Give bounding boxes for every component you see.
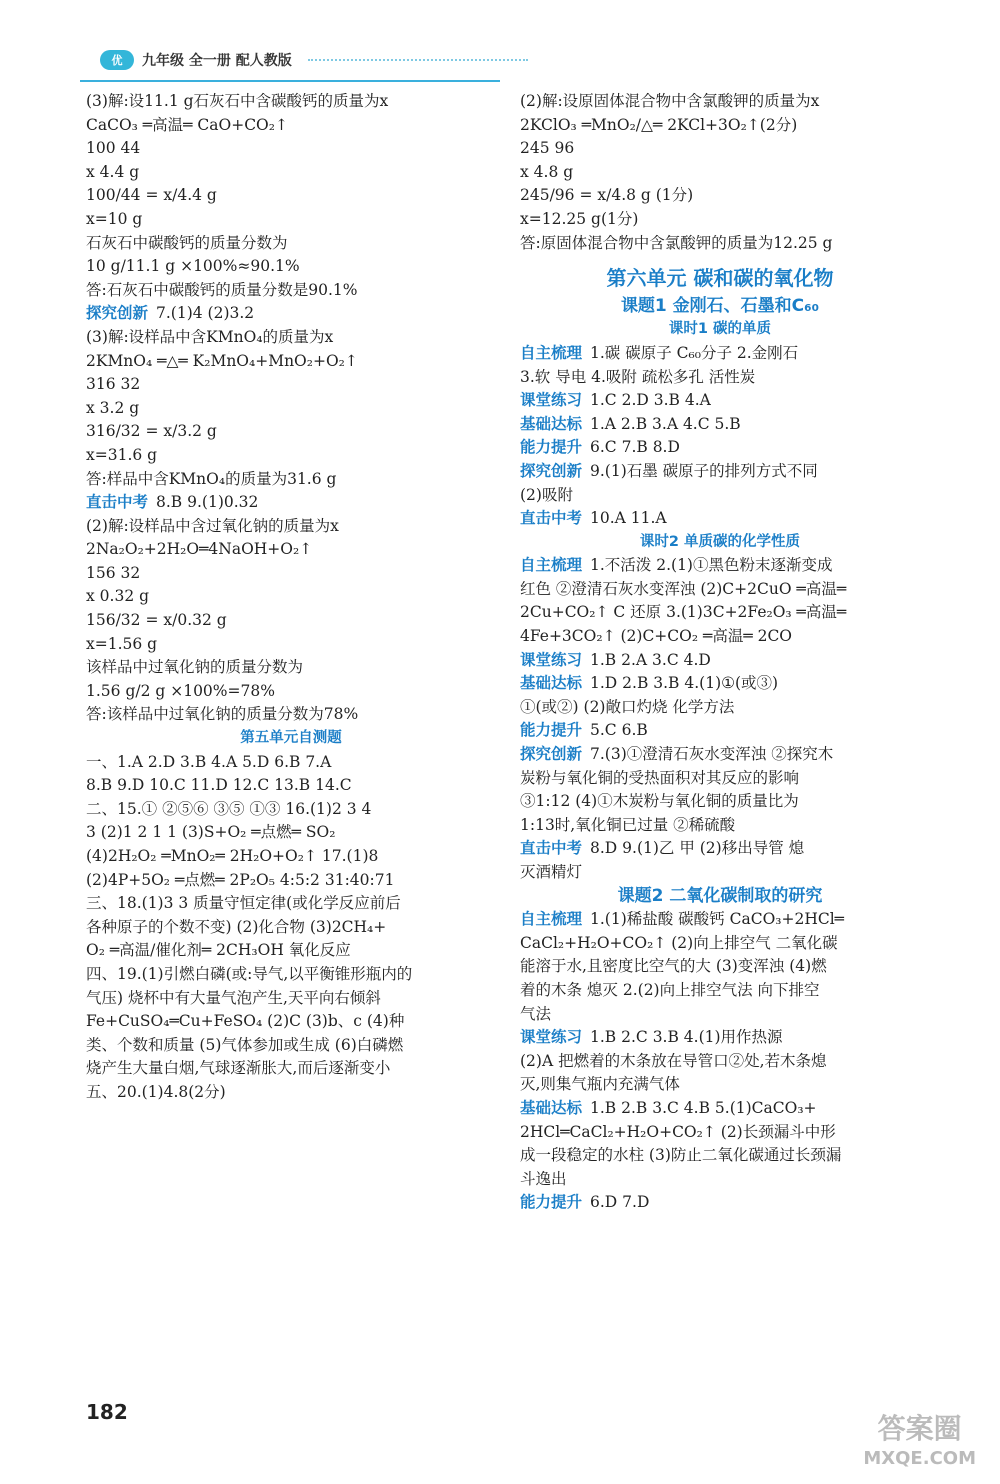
section-label: 课堂练习: [520, 1028, 583, 1047]
answer-text: (2)A 把燃着的木条放在导管口②处,若木条熄: [520, 1051, 827, 1070]
answer-line: [86, 397, 496, 421]
answer-text: 石灰石中碳酸钙的质量分数为: [86, 233, 288, 252]
section-label: 自主梳理: [520, 343, 583, 362]
answer-line: [86, 633, 496, 657]
answer-text: CaCl₂+H₂O+CO₂↑ (2)向上排空气 二氧化碳: [520, 933, 838, 952]
answer-line: [86, 350, 496, 374]
answer-line: [520, 1026, 920, 1050]
answer-text: 1.B 2.B 3.C 4.B 5.(1)CaCO₃+: [590, 1098, 817, 1117]
section-heading: 课时2 单质碳的化学性质: [639, 533, 801, 550]
section-label: 能力提升: [520, 438, 583, 457]
watermark-text: 答案圈: [877, 1412, 962, 1445]
answer-text: 炭粉与氧化铜的受热面积对其反应的影响: [520, 768, 800, 787]
section-heading: 第五单元自测题: [240, 730, 342, 747]
answer-line: [520, 696, 920, 720]
answer-text: 1.D 2.B 3.B 4.(1)①(或③): [590, 674, 779, 693]
answer-text: 1.C 2.D 3.B 4.A: [590, 391, 711, 410]
answer-text: 245 96: [520, 139, 575, 158]
answer-text: 100/44 = x/4.4 g: [86, 186, 217, 205]
answer-line: [520, 90, 920, 114]
answer-line: [86, 656, 496, 680]
section-label: 直击中考: [86, 493, 149, 512]
right-column: [520, 90, 920, 1215]
answer-line: [86, 869, 496, 893]
answer-text: 气法: [520, 1004, 552, 1023]
section-label: 自主梳理: [520, 910, 583, 929]
answer-text: 一、1.A 2.D 3.B 4.A 5.D 6.B 7.A: [86, 752, 332, 771]
answer-text: 2Cu+CO₂↑ C 还原 3.(1)3C+2Fe₂O₃ ═高温═: [520, 603, 847, 622]
answer-text: 红色 ②澄清石灰水变浑浊 (2)C+2CuO ═高温═: [520, 579, 847, 598]
answer-line: [86, 326, 496, 350]
answer-line: [86, 680, 496, 704]
answer-text: (3)解:设11.1 g石灰石中含碳酸钙的质量为x: [86, 92, 389, 110]
answer-text: 1.B 2.C 3.B 4.(1)用作热源: [590, 1028, 783, 1047]
answer-line: [520, 932, 920, 956]
answer-text: x=12.25 g(1分): [520, 209, 639, 228]
answer-line: [520, 342, 920, 366]
answer-line: [86, 703, 496, 727]
section-label: 探究创新: [520, 461, 583, 480]
answer-line: [86, 892, 496, 916]
answer-line: [86, 491, 496, 515]
answer-text: 6.D 7.D: [590, 1193, 650, 1212]
answer-text: x 4.4 g: [86, 162, 140, 181]
answer-line: [86, 562, 496, 586]
answer-line: [520, 979, 920, 1003]
answer-line: [520, 649, 920, 673]
section-label: 探究创新: [520, 745, 583, 764]
topic-heading: 课题2 二氧化碳制取的研究: [617, 885, 823, 906]
section-label: 能力提升: [520, 721, 583, 740]
answer-line: [520, 625, 920, 649]
answer-text: 7.(1)4 (2)3.2: [156, 304, 255, 323]
answer-line: [86, 609, 496, 633]
answer-line: [520, 908, 920, 932]
answer-text: 9.(1)石墨 碳原子的排列方式不同: [590, 461, 818, 480]
answer-text: (2)吸附: [520, 485, 573, 504]
answer-line: [520, 601, 920, 625]
answer-text: 7.(3)①澄清石灰水变浑浊 ②探究木: [590, 745, 834, 764]
answer-text: 答:石灰石中碳酸钙的质量分数是90.1%: [86, 280, 358, 299]
book-logo: 优: [100, 50, 134, 70]
section-label: 探究创新: [86, 304, 149, 323]
answer-line: [520, 484, 920, 508]
answer-line: [86, 208, 496, 232]
answer-text: 能溶于水,且密度比空气的大 (3)变浑浊 (4)燃: [520, 957, 827, 976]
answer-line: [86, 444, 496, 468]
answer-text: 316 32: [86, 375, 141, 394]
answer-line: [520, 1050, 920, 1074]
answer-line: [520, 413, 920, 437]
answer-line: [520, 161, 920, 185]
answer-text: 8.B 9.D 10.C 11.D 12.C 13.B 14.C: [86, 776, 352, 795]
answer-line: [86, 161, 496, 185]
section-label: 自主梳理: [520, 556, 583, 575]
answer-text: 答:样品中含KMnO₄的质量为31.6 g: [86, 469, 337, 488]
answer-line: [86, 279, 496, 303]
answer-text: ③1:12 (4)①木炭粉与氧化铜的质量比为: [520, 792, 799, 811]
answer-text: (2)解:设样品中含过氧化钠的质量为x: [86, 516, 339, 535]
answer-text: 2HCl═CaCl₂+H₂O+CO₂↑ (2)长颈漏斗中形: [520, 1122, 836, 1141]
section-label: 直击中考: [520, 839, 583, 858]
answer-text: (4)2H₂O₂ ═MnO₂═ 2H₂O+O₂↑ 17.(1)8: [86, 847, 379, 865]
answer-text: (2)4P+5O₂ ═点燃═ 2P₂O₅ 4:5:2 31:40:71: [86, 870, 395, 889]
answer-line: [86, 798, 496, 822]
answer-line: [520, 672, 920, 696]
section-label: 课堂练习: [520, 391, 583, 410]
answer-text: 答:原固体混合物中含氯酸钾的质量为12.25 g: [520, 233, 833, 252]
answer-line: [520, 1097, 920, 1121]
answer-line: [520, 837, 920, 861]
answer-text: 5.C 6.B: [590, 721, 648, 740]
answer-line: [520, 389, 920, 413]
answer-line: [520, 767, 920, 791]
answer-text: 2KMnO₄ ═△═ K₂MnO₄+MnO₂+O₂↑: [86, 351, 358, 370]
answer-line: [86, 916, 496, 940]
answer-text: 五、20.(1)4.8(2分): [86, 1082, 226, 1101]
answer-text: 灭酒精灯: [520, 863, 583, 881]
answer-line: [520, 507, 920, 531]
unit-heading: 第六单元 碳和碳的氧化物: [606, 266, 834, 291]
answer-text: 6.C 7.B 8.D: [590, 438, 680, 457]
answer-text: 1:13时,氧化铜已过量 ②稀硫酸: [520, 815, 736, 834]
answer-line: [520, 1073, 920, 1097]
answer-text: 各种原子的个数不变) (2)化合物 (3)2CH₄+: [86, 917, 387, 936]
answer-line: [86, 1010, 496, 1034]
answer-line: [520, 861, 920, 885]
answer-line: [520, 460, 920, 484]
answer-line: [86, 821, 496, 845]
answer-line: [86, 515, 496, 539]
answer-text: 类、个数和质量 (5)气体参加或生成 (6)白磷燃: [86, 1035, 404, 1054]
page-number: 182: [86, 1400, 128, 1424]
answer-line: [520, 1191, 920, 1215]
answer-text: 8.D 9.(1)乙 甲 (2)移出导管 熄: [590, 839, 805, 858]
answer-text: x 0.32 g: [86, 587, 150, 606]
answer-line: [520, 578, 920, 602]
section-label: 基础达标: [520, 1098, 583, 1117]
answer-line: [520, 137, 920, 161]
answer-line: [520, 719, 920, 743]
answer-text: x=31.6 g: [86, 445, 158, 464]
answer-text: 斗逸出: [520, 1169, 567, 1188]
answer-text: 1.56 g/2 g ×100%=78%: [86, 681, 275, 700]
answer-text: 三、18.(1)3 3 质量守恒定律(或化学反应前后: [86, 894, 401, 913]
answer-line: [520, 743, 920, 767]
answer-line: [520, 790, 920, 814]
section-heading: 课时1 碳的单质: [668, 321, 772, 338]
answer-text: 3.软 导电 4.吸附 疏松多孔 活性炭: [520, 367, 756, 386]
answer-line: [86, 963, 496, 987]
answer-line: [520, 1144, 920, 1168]
answer-text: x=10 g: [86, 209, 143, 228]
answer-line: [520, 1168, 920, 1192]
answer-text: Fe+CuSO₄═Cu+FeSO₄ (2)C (3)b、c (4)种: [86, 1012, 405, 1031]
answer-text: 该样品中过氧化钠的质量分数为: [86, 658, 304, 677]
answer-line: [86, 774, 496, 798]
answer-text: 气压) 烧杯中有大量气泡产生,天平向右倾斜: [86, 988, 381, 1007]
answer-text: 316/32 = x/3.2 g: [86, 422, 217, 441]
answer-line: [520, 436, 920, 460]
answer-line: [520, 554, 920, 578]
left-column: [86, 90, 496, 1105]
answer-line: [520, 184, 920, 208]
answer-text: 烧产生大量白烟,气球逐渐胀大,而后逐渐变小: [86, 1059, 391, 1078]
answer-line: [86, 468, 496, 492]
answer-line: [520, 955, 920, 979]
answer-text: x 3.2 g: [86, 398, 140, 417]
answer-text: 2KClO₃ ═MnO₂/△═ 2KCl+3O₂↑(2分): [520, 115, 798, 134]
answer-line: [520, 1121, 920, 1145]
answer-text: 10 g/11.1 g ×100%≈90.1%: [86, 257, 300, 276]
section-label: 能力提升: [520, 1193, 583, 1212]
answer-line: [86, 90, 496, 114]
answer-text: 1.碳 碳原子 C₆₀分子 2.金刚石: [590, 343, 799, 362]
answer-line: [86, 1081, 496, 1105]
answer-line: [86, 373, 496, 397]
answer-text: 四、19.(1)引燃白磷(或:导气,以平衡锥形瓶内的: [86, 964, 413, 983]
answer-text: 着的木条 熄灭 2.(2)向上排空气法 向下排空: [520, 980, 820, 999]
section-label: 直击中考: [520, 509, 583, 528]
answer-text: 2Na₂O₂+2H₂O═4NaOH+O₂↑: [86, 540, 313, 559]
answer-text: ①(或②) (2)敞口灼烧 化学方法: [520, 697, 735, 716]
answer-line: [86, 939, 496, 963]
answer-text: 二、15.① ②⑤⑥ ③⑤ ①③ 16.(1)2 3 4: [86, 799, 372, 818]
answer-line: [86, 1057, 496, 1081]
answer-text: 8.B 9.(1)0.32: [156, 493, 259, 512]
answer-text: 1.B 2.A 3.C 4.D: [590, 650, 711, 669]
answer-text: 4Fe+3CO₂↑ (2)C+CO₂ ═高温═ 2CO: [520, 627, 793, 646]
answer-line: [520, 1003, 920, 1027]
answer-line: [86, 420, 496, 444]
section-label: 课堂练习: [520, 650, 583, 669]
answer-text: 245/96 = x/4.8 g (1分): [520, 186, 694, 205]
answer-line: [86, 137, 496, 161]
answer-line: [86, 184, 496, 208]
answer-line: [86, 255, 496, 279]
answer-line: [86, 302, 496, 326]
answer-line: [520, 114, 920, 138]
answer-text: 灭,则集气瓶内充满气体: [520, 1075, 680, 1094]
watermark-logo: [863, 1414, 976, 1474]
answer-text: 3 (2)1 2 1 1 (3)S+O₂ ═点燃═ SO₂: [86, 823, 336, 842]
answer-line: [520, 232, 920, 256]
answer-text: (3)解:设样品中含KMnO₄的质量为x: [86, 327, 334, 346]
section-label: 基础达标: [520, 674, 583, 693]
answer-text: 1.(1)稀盐酸 碳酸钙 CaCO₃+2HCl═: [590, 910, 845, 929]
answer-text: x 4.8 g: [520, 162, 574, 181]
answer-line: [86, 538, 496, 562]
watermark-domain: MXQE.COM: [863, 1448, 976, 1469]
answer-text: CaCO₃ ═高温═ CaO+CO₂↑: [86, 115, 288, 134]
answer-text: 10.A 11.A: [590, 509, 667, 528]
answer-text: 成一段稳定的水柱 (3)防止二氧化碳通过长颈漏: [520, 1146, 842, 1165]
answer-text: x=1.56 g: [86, 634, 158, 653]
answer-line: [86, 114, 496, 138]
answer-text: O₂ ═高温/催化剂═ 2CH₃OH 氧化反应: [86, 941, 351, 960]
answer-line: [520, 208, 920, 232]
answer-line: [86, 232, 496, 256]
answer-line: [86, 585, 496, 609]
answer-text: 156 32: [86, 563, 141, 582]
answer-line: [86, 987, 496, 1011]
answer-text: 156/32 = x/0.32 g: [86, 611, 227, 630]
answer-text: 1.不活泼 2.(1)①黑色粉末逐渐变成: [590, 556, 833, 575]
header-rule: [80, 80, 500, 82]
answer-text: 100 44: [86, 139, 141, 158]
answer-line: [86, 1034, 496, 1058]
answer-text: 答:该样品中过氧化钠的质量分数为78%: [86, 705, 359, 724]
answer-line: [520, 814, 920, 838]
header-decoration: [308, 59, 528, 61]
topic-heading: 课题1 金刚石、石墨和C₆₀: [620, 295, 820, 316]
answer-line: [86, 845, 496, 869]
section-label: 基础达标: [520, 414, 583, 433]
book-title: 九年级 全一册 配人教版: [142, 53, 292, 69]
answer-line: [520, 366, 920, 390]
answer-text: 1.A 2.B 3.A 4.C 5.B: [590, 414, 741, 433]
page-header: [100, 40, 528, 80]
answer-line: [86, 751, 496, 775]
answer-text: (2)解:设原固体混合物中含氯酸钾的质量为x: [520, 92, 820, 110]
